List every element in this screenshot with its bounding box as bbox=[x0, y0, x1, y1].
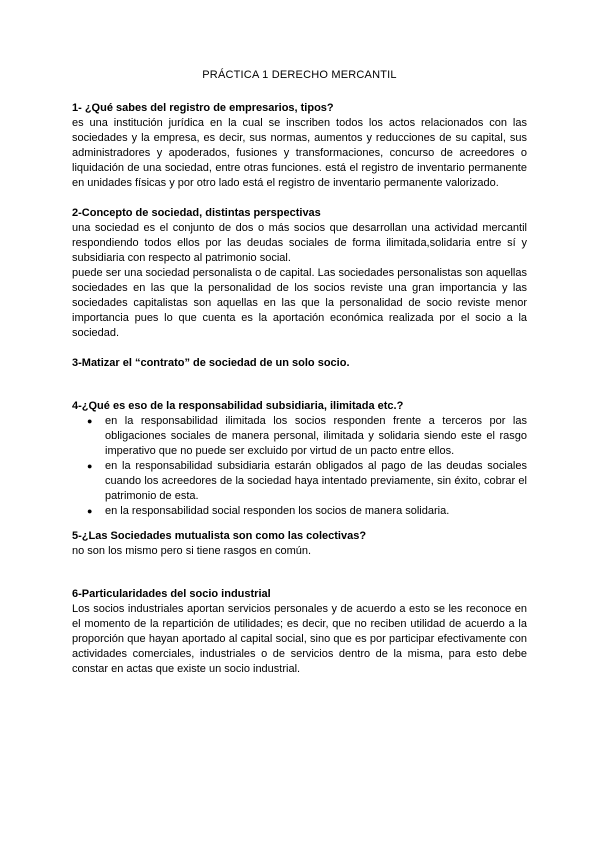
section-5-heading: 5-¿Las Sociedades mutualista son como las colectivas? bbox=[72, 530, 367, 542]
section-4-heading: 4-¿Qué es eso de la responsabilidad subsidiaria, ilimitada etc.? bbox=[72, 400, 404, 412]
list-item-text: en la responsabilidad social responden los socios de manera solidaria. bbox=[105, 505, 450, 517]
section-1-heading: 1- ¿Qué sabes del registro de empresarios, tipos? bbox=[72, 102, 334, 114]
list-item-text: en la responsabilidad subsidiaria estarán obligados al pago de las deudas sociales cuando los acreedores de la sociedad haya intentado previamente, sin éxito, cobrar el patrimonio de esta. bbox=[105, 460, 527, 502]
document-page bbox=[72, 68, 527, 677]
list-item bbox=[72, 504, 527, 519]
section-2-paragraph-2: puede ser una sociedad personalista o de capital. Las sociedades personalistas son aquellas sociedades en las que la personalidad de los socios reviste una gran importancia y las sociedades capitalistas son aquellas en las que la personalidad de socio reviste menor importancia pues lo que cuenta es la aportación económica realizada por el socio a la sociedad. bbox=[72, 267, 527, 339]
section-2-heading: 2-Concepto de sociedad, distintas perspectivas bbox=[72, 207, 321, 219]
section-1 bbox=[72, 101, 527, 191]
section-3-heading: 3-Matizar el “contrato” de sociedad de un solo socio. bbox=[72, 357, 350, 369]
section-1-paragraph: es una institución jurídica en la cual se inscriben todos los actos relacionados con las sociedades y la empresa, es decir, sus normas, aumentos y reducciones de su capital, sus administradores y apoderados, fusiones y transformaciones, concurso de acreedores o liquidación de una sociedad, entre otras funciones. está el registro de inventario permanente en unidades físicas y por otro lado está el registro de inventario permanente valorizado. bbox=[72, 117, 527, 189]
list-item bbox=[72, 459, 527, 504]
section-6-paragraph: Los socios industriales aportan servicios personales y de acuerdo a esto se les reconoce en el momento de la repartición de utilidades; es decir, que no reciben utilidad de acuerdo a la proporción que hayan aportado al capital social, sino que es por participar efectivamente con actividades comerciales, industriales o de servicios dentro de la misma, para esto debe constar en actas que existe un socio industrial. bbox=[72, 603, 527, 675]
responsibility-list bbox=[72, 414, 527, 519]
section-5 bbox=[72, 529, 527, 559]
section-2-paragraph-1: una sociedad es el conjunto de dos o más socios que desarrollan una actividad mercantil respondiendo todos ellos por las deudas sociales de forma ilimitada,solidaria entre sí y subsidiaria con respecto al patrimonio social. bbox=[72, 222, 527, 264]
list-item bbox=[72, 414, 527, 459]
document-title: PRÁCTICA 1 DERECHO MERCANTIL bbox=[202, 69, 397, 81]
section-6-heading: 6-Particularidades del socio industrial bbox=[72, 588, 271, 600]
section-5-paragraph: no son los mismo pero si tiene rasgos en común. bbox=[72, 545, 312, 557]
bullet-icon: ● bbox=[87, 461, 93, 471]
bullet-icon: ● bbox=[87, 416, 93, 426]
section-6 bbox=[72, 587, 527, 677]
section-3 bbox=[72, 356, 527, 371]
section-2 bbox=[72, 206, 527, 341]
section-4 bbox=[72, 399, 527, 519]
list-item-text: en la responsabilidad ilimitada los socios responden frente a terceros por las obligaciones sociales de manera personal, ilimitada y solidaria siendo este el rasgo imperativo que no puede ser excluido por virtud de un pacto entre ellos. bbox=[105, 415, 527, 457]
bullet-icon: ● bbox=[87, 506, 93, 516]
